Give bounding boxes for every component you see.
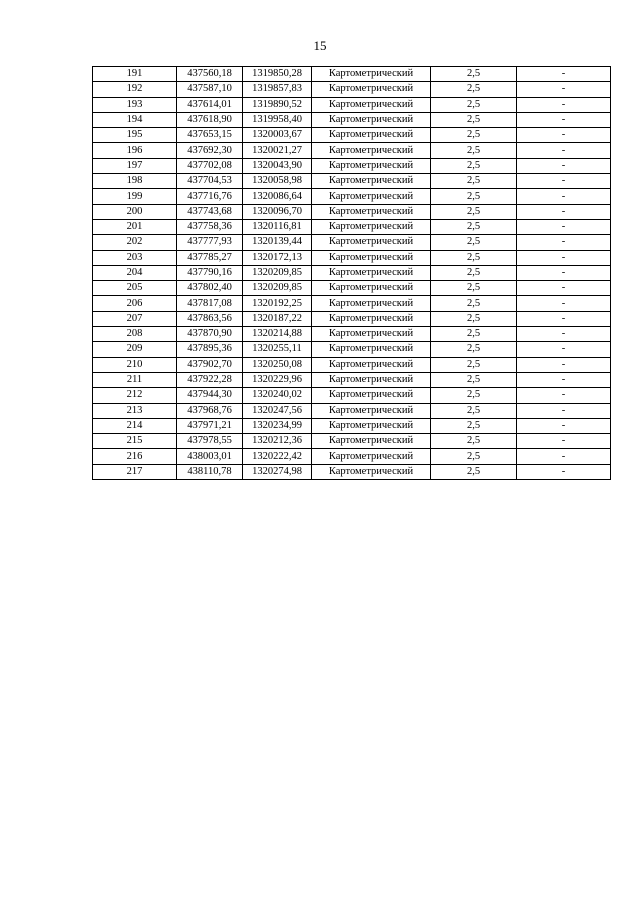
method-cell: Картометрический — [312, 265, 431, 280]
y-coordinate-cell: 1320187,22 — [243, 311, 312, 326]
point-number-cell: 194 — [93, 112, 177, 127]
y-coordinate-cell: 1320222,42 — [243, 449, 312, 464]
accuracy-cell: 2,5 — [431, 235, 517, 250]
accuracy-cell: 2,5 — [431, 128, 517, 143]
y-coordinate-cell: 1320234,99 — [243, 418, 312, 433]
point-number-cell: 192 — [93, 82, 177, 97]
method-cell: Картометрический — [312, 372, 431, 387]
table-row — [93, 219, 611, 234]
accuracy-cell: 2,5 — [431, 250, 517, 265]
table-row — [93, 357, 611, 372]
method-cell: Картометрический — [312, 250, 431, 265]
note-cell: - — [517, 204, 611, 219]
table-row — [93, 250, 611, 265]
method-cell: Картометрический — [312, 67, 431, 82]
point-number-cell: 205 — [93, 281, 177, 296]
method-cell: Картометрический — [312, 158, 431, 173]
y-coordinate-cell: 1320240,02 — [243, 388, 312, 403]
note-cell: - — [517, 372, 611, 387]
note-cell: - — [517, 311, 611, 326]
point-number-cell: 196 — [93, 143, 177, 158]
point-number-cell: 209 — [93, 342, 177, 357]
table-row — [93, 342, 611, 357]
table-row — [93, 434, 611, 449]
note-cell: - — [517, 67, 611, 82]
table-row — [93, 449, 611, 464]
method-cell: Картометрический — [312, 418, 431, 433]
method-cell: Картометрический — [312, 219, 431, 234]
y-coordinate-cell: 1320139,44 — [243, 235, 312, 250]
note-cell: - — [517, 388, 611, 403]
point-number-cell: 193 — [93, 97, 177, 112]
y-coordinate-cell: 1320209,85 — [243, 281, 312, 296]
point-number-cell: 213 — [93, 403, 177, 418]
table-row — [93, 82, 611, 97]
method-cell: Картометрический — [312, 403, 431, 418]
table-row — [93, 204, 611, 219]
point-number-cell: 197 — [93, 158, 177, 173]
point-number-cell: 201 — [93, 219, 177, 234]
y-coordinate-cell: 1319850,28 — [243, 67, 312, 82]
x-coordinate-cell: 437902,70 — [177, 357, 243, 372]
point-number-cell: 206 — [93, 296, 177, 311]
accuracy-cell: 2,5 — [431, 67, 517, 82]
x-coordinate-cell: 437618,90 — [177, 112, 243, 127]
note-cell: - — [517, 464, 611, 479]
y-coordinate-cell: 1320096,70 — [243, 204, 312, 219]
accuracy-cell: 2,5 — [431, 265, 517, 280]
accuracy-cell: 2,5 — [431, 372, 517, 387]
y-coordinate-cell: 1320209,85 — [243, 265, 312, 280]
table-row — [93, 265, 611, 280]
note-cell: - — [517, 128, 611, 143]
method-cell: Картометрический — [312, 464, 431, 479]
point-number-cell: 217 — [93, 464, 177, 479]
accuracy-cell: 2,5 — [431, 189, 517, 204]
x-coordinate-cell: 437702,08 — [177, 158, 243, 173]
x-coordinate-cell: 437653,15 — [177, 128, 243, 143]
x-coordinate-cell: 437922,28 — [177, 372, 243, 387]
note-cell: - — [517, 219, 611, 234]
method-cell: Картометрический — [312, 235, 431, 250]
page-number: 15 — [313, 38, 327, 53]
x-coordinate-cell: 437743,68 — [177, 204, 243, 219]
x-coordinate-cell: 437802,40 — [177, 281, 243, 296]
point-number-cell: 208 — [93, 327, 177, 342]
note-cell: - — [517, 342, 611, 357]
x-coordinate-cell: 437870,90 — [177, 327, 243, 342]
table-row — [93, 97, 611, 112]
accuracy-cell: 2,5 — [431, 112, 517, 127]
accuracy-cell: 2,5 — [431, 82, 517, 97]
table-row — [93, 158, 611, 173]
method-cell: Картометрический — [312, 174, 431, 189]
method-cell: Картометрический — [312, 143, 431, 158]
method-cell: Картометрический — [312, 112, 431, 127]
table-row — [93, 327, 611, 342]
x-coordinate-cell: 437790,16 — [177, 265, 243, 280]
x-coordinate-cell: 437817,08 — [177, 296, 243, 311]
table-row — [93, 372, 611, 387]
accuracy-cell: 2,5 — [431, 449, 517, 464]
point-number-cell: 198 — [93, 174, 177, 189]
point-number-cell: 204 — [93, 265, 177, 280]
accuracy-cell: 2,5 — [431, 296, 517, 311]
point-number-cell: 203 — [93, 250, 177, 265]
accuracy-cell: 2,5 — [431, 219, 517, 234]
x-coordinate-cell: 437704,53 — [177, 174, 243, 189]
y-coordinate-cell: 1320116,81 — [243, 219, 312, 234]
accuracy-cell: 2,5 — [431, 418, 517, 433]
y-coordinate-cell: 1320086,64 — [243, 189, 312, 204]
x-coordinate-cell: 437560,18 — [177, 67, 243, 82]
note-cell: - — [517, 403, 611, 418]
point-number-cell: 211 — [93, 372, 177, 387]
table-row — [93, 235, 611, 250]
y-coordinate-cell: 1320212,36 — [243, 434, 312, 449]
table-row — [93, 143, 611, 158]
note-cell: - — [517, 174, 611, 189]
method-cell: Картометрический — [312, 281, 431, 296]
note-cell: - — [517, 265, 611, 280]
method-cell: Картометрический — [312, 357, 431, 372]
x-coordinate-cell: 437944,30 — [177, 388, 243, 403]
table-row — [93, 67, 611, 82]
x-coordinate-cell: 437971,21 — [177, 418, 243, 433]
method-cell: Картометрический — [312, 128, 431, 143]
accuracy-cell: 2,5 — [431, 158, 517, 173]
note-cell: - — [517, 449, 611, 464]
y-coordinate-cell: 1320192,25 — [243, 296, 312, 311]
point-number-cell: 199 — [93, 189, 177, 204]
table-row — [93, 189, 611, 204]
note-cell: - — [517, 97, 611, 112]
accuracy-cell: 2,5 — [431, 311, 517, 326]
y-coordinate-cell: 1320214,88 — [243, 327, 312, 342]
y-coordinate-cell: 1320003,67 — [243, 128, 312, 143]
point-number-cell: 212 — [93, 388, 177, 403]
point-number-cell: 200 — [93, 204, 177, 219]
method-cell: Картометрический — [312, 82, 431, 97]
accuracy-cell: 2,5 — [431, 327, 517, 342]
table-row — [93, 112, 611, 127]
x-coordinate-cell: 437758,36 — [177, 219, 243, 234]
x-coordinate-cell: 437785,27 — [177, 250, 243, 265]
y-coordinate-cell: 1320058,98 — [243, 174, 312, 189]
method-cell: Картометрический — [312, 327, 431, 342]
method-cell: Картометрический — [312, 434, 431, 449]
point-number-cell: 214 — [93, 418, 177, 433]
method-cell: Картометрический — [312, 97, 431, 112]
note-cell: - — [517, 296, 611, 311]
accuracy-cell: 2,5 — [431, 388, 517, 403]
x-coordinate-cell: 437587,10 — [177, 82, 243, 97]
y-coordinate-cell: 1320021,27 — [243, 143, 312, 158]
y-coordinate-cell: 1320247,56 — [243, 403, 312, 418]
accuracy-cell: 2,5 — [431, 281, 517, 296]
note-cell: - — [517, 143, 611, 158]
point-number-cell: 195 — [93, 128, 177, 143]
accuracy-cell: 2,5 — [431, 357, 517, 372]
y-coordinate-cell: 1320255,11 — [243, 342, 312, 357]
accuracy-cell: 2,5 — [431, 403, 517, 418]
method-cell: Картометрический — [312, 449, 431, 464]
note-cell: - — [517, 357, 611, 372]
x-coordinate-cell: 438110,78 — [177, 464, 243, 479]
method-cell: Картометрический — [312, 296, 431, 311]
point-number-cell: 210 — [93, 357, 177, 372]
point-number-cell: 216 — [93, 449, 177, 464]
y-coordinate-cell: 1319857,83 — [243, 82, 312, 97]
accuracy-cell: 2,5 — [431, 342, 517, 357]
x-coordinate-cell: 438003,01 — [177, 449, 243, 464]
point-number-cell: 202 — [93, 235, 177, 250]
table-row — [93, 311, 611, 326]
x-coordinate-cell: 437978,55 — [177, 434, 243, 449]
note-cell: - — [517, 112, 611, 127]
table-row — [93, 174, 611, 189]
note-cell: - — [517, 418, 611, 433]
x-coordinate-cell: 437777,93 — [177, 235, 243, 250]
method-cell: Картометрический — [312, 342, 431, 357]
y-coordinate-cell: 1319958,40 — [243, 112, 312, 127]
note-cell: - — [517, 189, 611, 204]
accuracy-cell: 2,5 — [431, 464, 517, 479]
x-coordinate-cell: 437863,56 — [177, 311, 243, 326]
x-coordinate-cell: 437692,30 — [177, 143, 243, 158]
table-row — [93, 464, 611, 479]
method-cell: Картометрический — [312, 189, 431, 204]
method-cell: Картометрический — [312, 204, 431, 219]
table-row — [93, 128, 611, 143]
note-cell: - — [517, 250, 611, 265]
table-row — [93, 418, 611, 433]
y-coordinate-cell: 1320229,96 — [243, 372, 312, 387]
x-coordinate-cell: 437895,36 — [177, 342, 243, 357]
y-coordinate-cell: 1320172,13 — [243, 250, 312, 265]
note-cell: - — [517, 327, 611, 342]
accuracy-cell: 2,5 — [431, 204, 517, 219]
point-number-cell: 215 — [93, 434, 177, 449]
table-row — [93, 281, 611, 296]
method-cell: Картометрический — [312, 388, 431, 403]
accuracy-cell: 2,5 — [431, 143, 517, 158]
coordinates-table-body — [93, 67, 611, 480]
point-number-cell: 191 — [93, 67, 177, 82]
accuracy-cell: 2,5 — [431, 97, 517, 112]
y-coordinate-cell: 1320274,98 — [243, 464, 312, 479]
point-number-cell: 207 — [93, 311, 177, 326]
accuracy-cell: 2,5 — [431, 174, 517, 189]
table-row — [93, 296, 611, 311]
x-coordinate-cell: 437716,76 — [177, 189, 243, 204]
x-coordinate-cell: 437968,76 — [177, 403, 243, 418]
y-coordinate-cell: 1319890,52 — [243, 97, 312, 112]
coordinates-table — [92, 66, 611, 480]
accuracy-cell: 2,5 — [431, 434, 517, 449]
note-cell: - — [517, 235, 611, 250]
table-row — [93, 388, 611, 403]
table-row — [93, 403, 611, 418]
note-cell: - — [517, 82, 611, 97]
method-cell: Картометрический — [312, 311, 431, 326]
note-cell: - — [517, 434, 611, 449]
x-coordinate-cell: 437614,01 — [177, 97, 243, 112]
y-coordinate-cell: 1320250,08 — [243, 357, 312, 372]
note-cell: - — [517, 281, 611, 296]
note-cell: - — [517, 158, 611, 173]
y-coordinate-cell: 1320043,90 — [243, 158, 312, 173]
